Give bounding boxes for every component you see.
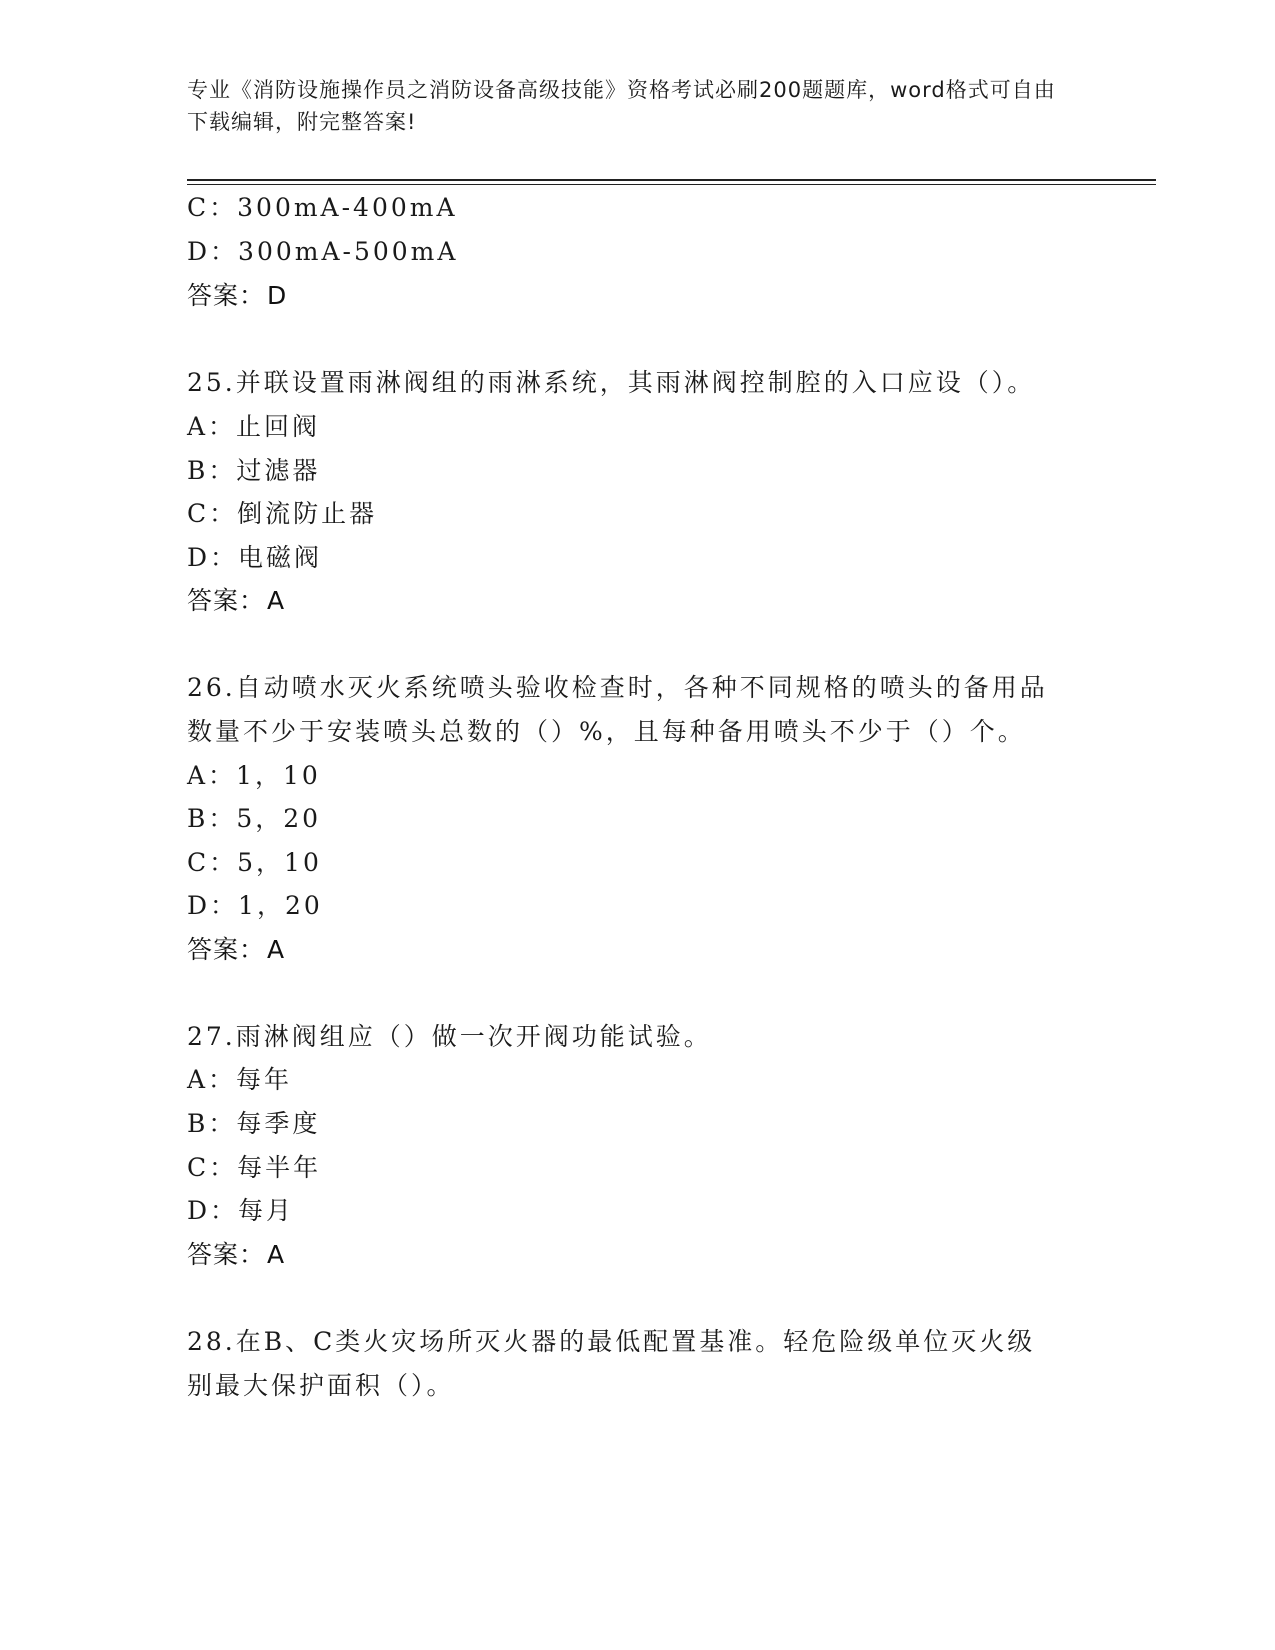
- q24-answer: [187, 280, 287, 312]
- q27-option-d: D：每月: [187, 1196, 295, 1225]
- header-divider-thick: [187, 179, 1156, 181]
- q25-option-c: C：倒流防止器: [187, 499, 378, 528]
- q27-option-b: B：每季度: [187, 1109, 321, 1138]
- q25-answer: [187, 585, 285, 617]
- q25-stem: 25.并联设置雨淋阀组的雨淋系统，其雨淋阀控制腔的入口应设（）。: [187, 368, 1036, 397]
- q24-option-d: D：300mA-500mA: [187, 237, 459, 266]
- document-header: 专业《消防设施操作员之消防设备高级技能》资格考试必刷200题题库，word格式可自由下载编辑，附完整答案!: [187, 78, 1056, 134]
- q28-stem-line1: 28.在B、C类火灾场所灭火器的最低配置基准。轻危险级单位灭火级: [187, 1327, 1036, 1356]
- answer-label: 答案：: [187, 281, 266, 310]
- answer-value: D: [267, 281, 288, 310]
- q26-option-b: B：5，20: [187, 804, 322, 833]
- q24-option-c: C：300mA-400mA: [187, 193, 458, 222]
- answer-value: A: [267, 935, 286, 964]
- header-divider-thin: [187, 184, 1156, 185]
- q27-stem: 27.雨淋阀组应（）做一次开阀功能试验。: [187, 1022, 712, 1051]
- q26-answer: [187, 934, 285, 966]
- q25-option-d: D：电磁阀: [187, 543, 323, 572]
- answer-label: 答案：: [187, 586, 266, 615]
- q26-stem-line2: 数量不少于安装喷头总数的（）%，且每种备用喷头不少于（）个。: [187, 717, 1026, 746]
- q26-option-d: D：1，20: [187, 891, 323, 920]
- q27-option-c: C：每半年: [187, 1153, 322, 1182]
- q25-option-b: B：过滤器: [187, 456, 321, 485]
- q27-answer: [187, 1239, 285, 1271]
- q27-option-a: A：每年: [187, 1065, 293, 1094]
- q26-stem-line1: 26.自动喷水灭火系统喷头验收检查时，各种不同规格的喷头的备用品: [187, 673, 1048, 702]
- answer-value: A: [267, 586, 286, 615]
- answer-value: A: [267, 1240, 286, 1269]
- answer-label: 答案：: [187, 935, 266, 964]
- q25-option-a: A：止回阀: [187, 412, 321, 441]
- q28-stem-line2: 别最大保护面积（）。: [187, 1371, 455, 1400]
- q26-option-a: A：1，10: [187, 761, 321, 790]
- answer-label: 答案：: [187, 1240, 266, 1269]
- q26-option-c: C：5，10: [187, 848, 322, 877]
